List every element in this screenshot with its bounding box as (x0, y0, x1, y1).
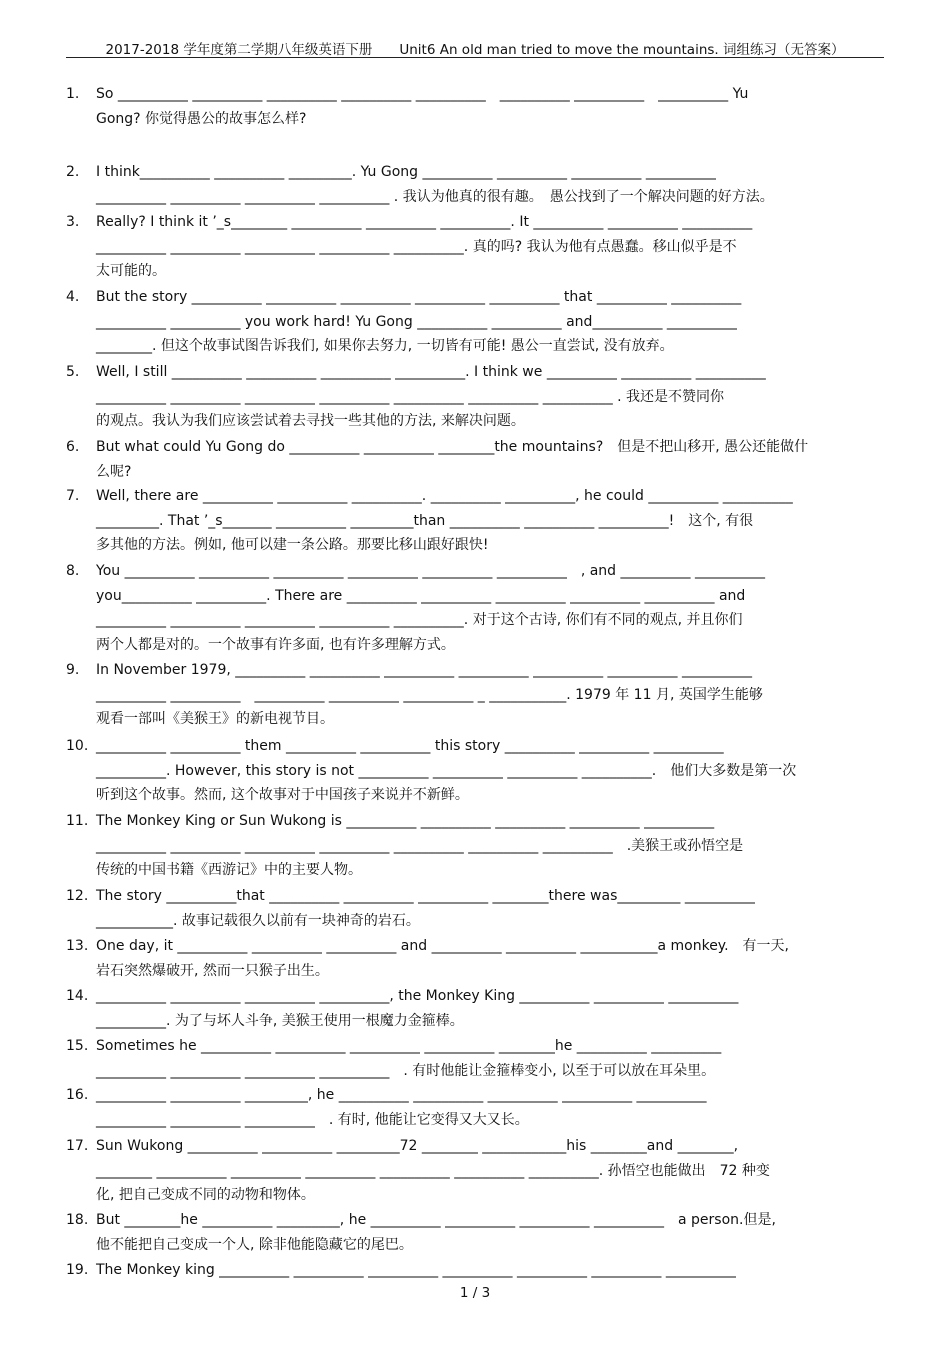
exercise-line: __________ __________ __________ __________ __________ __________ __________ . 我还是不赞同你 (96, 388, 725, 405)
exercise-number: 6. (66, 439, 80, 455)
exercise-line: __________ __________ _________, he __________ __________ __________ __________ __________ (96, 1087, 707, 1103)
exercise-line: Sun Wukong __________ __________ _________72 ________ ____________his ________and ________, (96, 1138, 739, 1154)
exercise-line: One day, it __________ __________ __________ and __________ __________ ___________a monkey. 有一天, (96, 938, 789, 954)
exercise-line: 传统的中国书籍《西游记》中的主要人物。 (96, 862, 362, 878)
exercise-line: 太可能的。 (96, 263, 166, 279)
exercise-line: Gong? 你觉得愚公的故事怎么样? (96, 110, 307, 127)
exercise-line: 两个人都是对的。一个故事有许多面, 也有许多理解方式。 (96, 636, 455, 653)
exercise-number: 10. (66, 738, 89, 754)
page-number: 1 / 3 (459, 1285, 491, 1301)
exercise-line: __________ __________ __________ __________ __________ __________ __________ .美猴王或孙悟空是 (96, 837, 744, 854)
exercise-number: 8. (66, 563, 80, 579)
page-header: 2017-2018 学年度第二学期八年级英语下册 Unit6 An old man tried to move the mountains. 词组练习（无答案） (105, 42, 845, 58)
exercise-line: __________ __________ __________ __________, the Monkey King __________ __________ __________ (96, 988, 739, 1004)
exercise-line: __________ __________ __________ . 有时, 他能让它变得又大又长。 (96, 1111, 529, 1128)
exercise-number: 15. (66, 1038, 89, 1054)
exercise-line: But the story __________ __________ __________ __________ __________ that __________ __________ (96, 289, 742, 305)
exercise-number: 9. (66, 662, 80, 678)
exercise-line: Really? I think it ’_s________ __________ __________ __________. It __________ __________ __________ (96, 214, 753, 230)
exercise-line: __________ __________ __________ __________ __________ _ ___________. 1979 年 11 月, 英国学生能够 (96, 686, 763, 703)
exercise-line: 岩石突然爆破开, 然而一只猴子出生。 (96, 962, 329, 979)
exercise-line: __________ __________ you work hard! Yu Gong __________ __________ and__________ __________ (96, 313, 737, 330)
exercise-number: 18. (66, 1212, 89, 1228)
exercise-number: 5. (66, 364, 80, 380)
exercise-line: __________ __________ __________ __________ . 我认为他真的很有趣。 愚公找到了一个解决问题的好方法。 (96, 188, 774, 205)
exercise-line: ___________. 故事记载很久以前有一块神奇的岩石。 (96, 912, 420, 929)
exercise-number: 1. (66, 86, 80, 102)
exercise-line: you__________ __________. There are __________ __________ __________ __________ __________ and (96, 587, 746, 604)
exercise-number: 17. (66, 1138, 89, 1154)
exercise-line: So __________ __________ __________ __________ __________ __________ __________ __________ Yu (96, 86, 749, 102)
exercise-line: ________ __________ __________ __________ __________ __________ __________. 孙悟空也能做出 72 种变 (96, 1162, 770, 1179)
exercise-line: 听到这个故事。然而, 这个故事对于中国孩子来说并不新鲜。 (96, 787, 469, 803)
exercise-line: 他不能把自己变成一个人, 除非他能隐藏它的尾巴。 (96, 1236, 413, 1253)
exercise-number: 3. (66, 214, 80, 230)
exercise-line: __________ __________ __________ __________ __________. 真的吗? 我认为他有点愚蠢。移山似乎是不 (96, 238, 737, 255)
exercise-line: 的观点。我认为我们应该尝试着去寻找一些其他的方法, 来解决问题。 (96, 413, 525, 429)
exercise-number: 16. (66, 1087, 89, 1103)
exercise-line: But ________he __________ _________, he __________ __________ __________ __________ a person.但是, (96, 1212, 776, 1228)
exercise-number: 11. (66, 813, 89, 829)
exercise-line: _________. That ’_s_______ __________ _________than __________ __________ __________! 这个, 有很 (96, 512, 754, 529)
exercise-number: 2. (66, 164, 80, 180)
exercise-number: 14. (66, 988, 89, 1004)
exercise-number: 7. (66, 488, 80, 504)
exercise-number: 19. (66, 1262, 89, 1278)
exercise-number: 12. (66, 888, 89, 904)
exercise-line: 化, 把自己变成不同的动物和物体。 (96, 1187, 315, 1203)
exercise-line: __________ __________ __________ __________ . 有时他能让金箍棒变小, 以至于可以放在耳朵里。 (96, 1062, 716, 1079)
exercise-line: In November 1979, __________ __________ __________ __________ __________ __________ __________ (96, 662, 752, 678)
exercise-line: __________. 为了与坏人斗争, 美猴王使用一根魔力金箍棒。 (96, 1012, 464, 1029)
exercise-line: 观看一部叫《美猴王》的新电视节目。 (96, 711, 334, 727)
exercise-line: 多其他的方法。例如, 他可以建一条公路。那要比移山跟好跟快! (96, 537, 489, 553)
exercise-line: The story __________that __________ __________ __________ ________there was_________ __________ (96, 888, 755, 904)
exercise-line: The Monkey King or Sun Wukong is __________ __________ __________ __________ __________ (96, 813, 715, 829)
exercise-line: 么呢? (96, 463, 132, 480)
exercise-number: 4. (66, 289, 80, 305)
exercise-line: Well, I still __________ __________ __________ __________. I think we __________ __________ __________ (96, 364, 766, 380)
exercise-line: __________ __________ them __________ __________ this story __________ __________ __________ (96, 738, 724, 754)
exercise-line: I think__________ __________ _________. Yu Gong __________ __________ __________ __________ (96, 164, 716, 180)
exercise-line: Sometimes he __________ __________ __________ __________ ________he __________ __________ (96, 1038, 722, 1054)
exercise-line: Well, there are __________ __________ __________. __________ __________, he could __________ __________ (96, 488, 793, 504)
exercise-line: But what could Yu Gong do __________ __________ ________the mountains? 但是不把山移开, 愚公还能做什 (96, 439, 809, 455)
header-rule (66, 57, 884, 58)
exercise-line: You __________ __________ __________ __________ __________ __________ , and __________ __________ (96, 563, 765, 579)
exercise-line: __________. However, this story is not __________ __________ __________ __________. 他们大多数是第一次 (96, 762, 797, 779)
exercise-line: ________. 但这个故事试图告诉我们, 如果你去努力, 一切皆有可能! 愚公一直尝试, 没有放弃。 (96, 338, 674, 354)
exercise-line: __________ __________ __________ __________ __________. 对于这个古诗, 你们有不同的观点, 并且你们 (96, 612, 743, 628)
exercise-number: 13. (66, 938, 89, 954)
exercise-line: The Monkey king __________ __________ __________ __________ __________ __________ __________ (96, 1262, 736, 1278)
